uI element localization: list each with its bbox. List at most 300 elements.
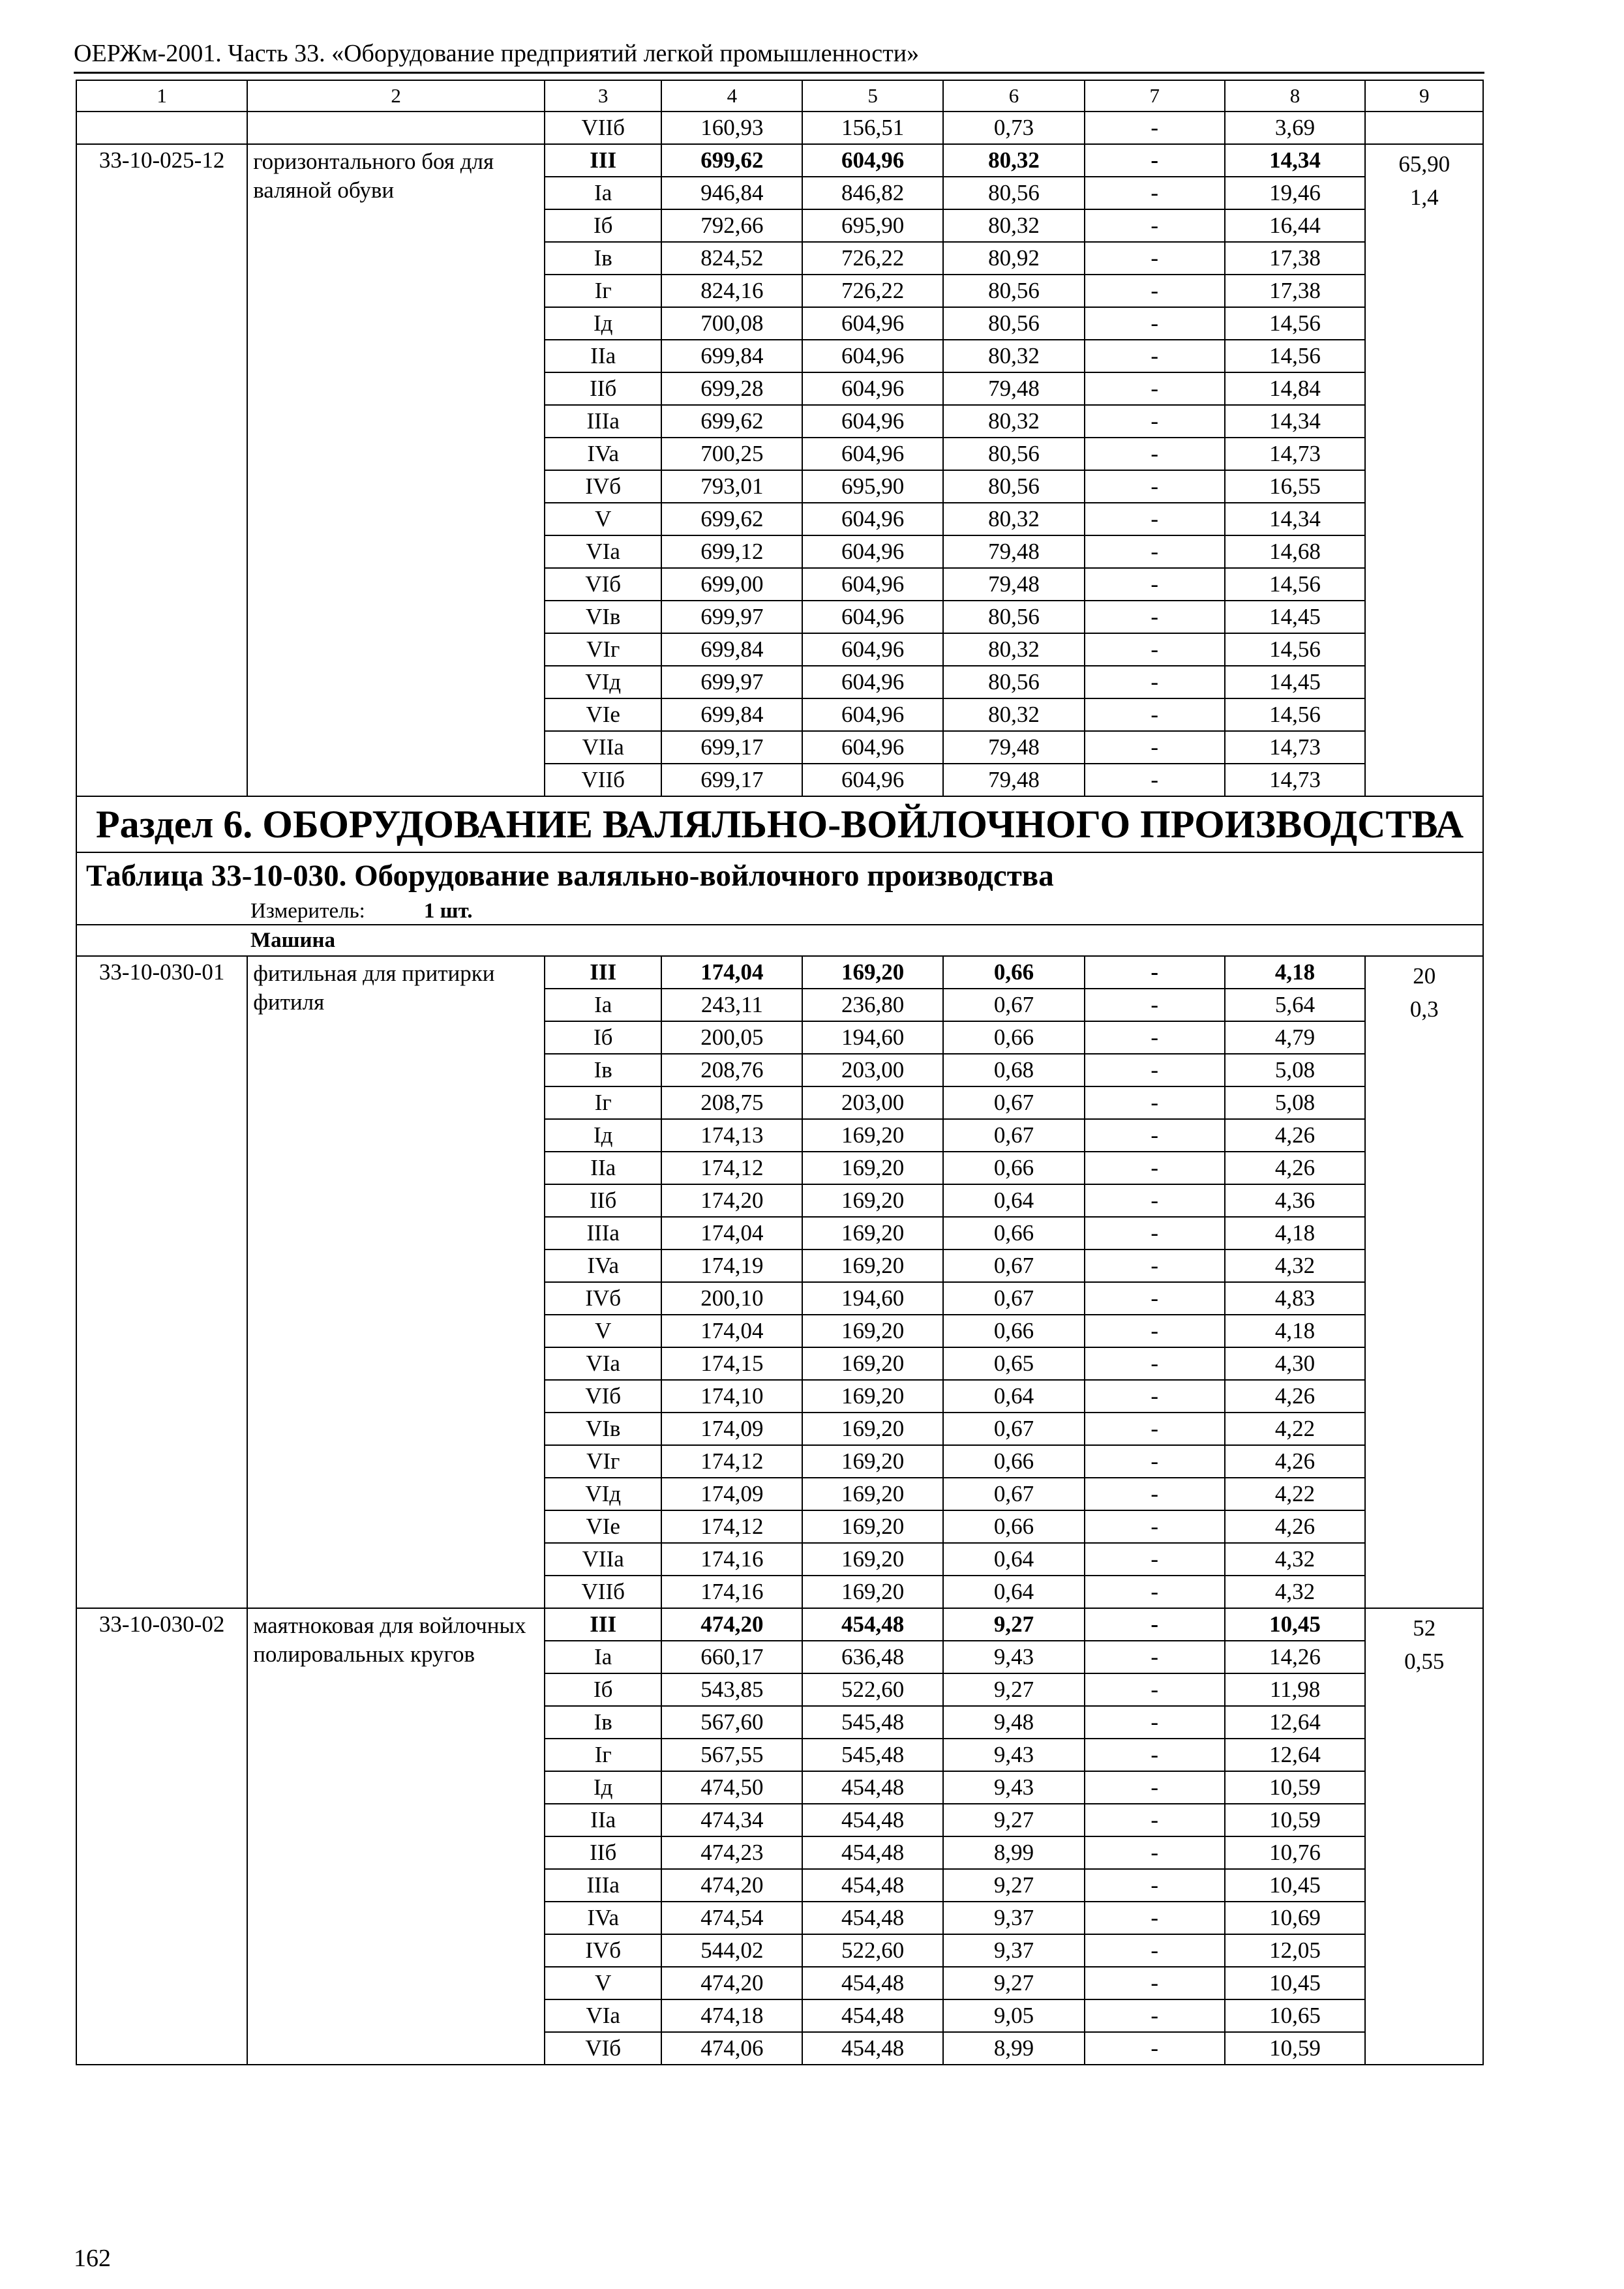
item-name: фитильная для притирки фитиля	[247, 956, 545, 1608]
rate-zone: Ia	[545, 989, 661, 1021]
rate-materials: 12,64	[1225, 1706, 1366, 1739]
carryover-materials: 3,69	[1225, 112, 1366, 144]
rate-total: 946,84	[661, 177, 802, 209]
rate-row	[76, 144, 1483, 177]
col-number-8: 8	[1225, 80, 1366, 112]
item-extra	[1365, 956, 1483, 1608]
rate-materials: 4,18	[1225, 956, 1366, 989]
rate-total: 699,62	[661, 503, 802, 535]
rate-zone: VIIa	[545, 731, 661, 764]
rate-wages: -	[1085, 666, 1225, 698]
rate-labor: 169,20	[802, 1413, 943, 1445]
rate-zone: Iг	[545, 275, 661, 307]
group-row	[76, 925, 1483, 956]
rate-materials: 17,38	[1225, 275, 1366, 307]
rate-labor: 454,48	[802, 1771, 943, 1804]
column-number-row	[76, 80, 1483, 112]
rate-zone: Iб	[545, 209, 661, 242]
rate-labor: 169,20	[802, 1510, 943, 1543]
rate-wages: -	[1085, 372, 1225, 405]
rate-labor: 169,20	[802, 1543, 943, 1576]
rate-labor: 454,48	[802, 1902, 943, 1934]
rate-total: 208,75	[661, 1086, 802, 1119]
rate-labor: 636,48	[802, 1641, 943, 1673]
units-label: Измеритель:	[250, 899, 365, 923]
rate-materials: 4,18	[1225, 1217, 1366, 1249]
rate-materials: 4,22	[1225, 1413, 1366, 1445]
rate-total: 174,12	[661, 1510, 802, 1543]
rate-machines: 0,67	[943, 989, 1085, 1021]
rate-total: 474,20	[661, 1967, 802, 1999]
rate-zone: IVa	[545, 438, 661, 470]
rate-materials: 17,38	[1225, 242, 1366, 275]
rate-total: 699,97	[661, 666, 802, 698]
rate-labor: 604,96	[802, 503, 943, 535]
rate-zone: Ia	[545, 177, 661, 209]
rate-wages: -	[1085, 1673, 1225, 1706]
rate-total: 174,16	[661, 1576, 802, 1608]
rate-materials: 16,44	[1225, 209, 1366, 242]
rate-wages: -	[1085, 438, 1225, 470]
rate-wages: -	[1085, 1478, 1225, 1510]
rate-labor: 236,80	[802, 989, 943, 1021]
rate-labor: 169,20	[802, 1445, 943, 1478]
rate-total: 699,84	[661, 633, 802, 666]
rate-labor: 604,96	[802, 731, 943, 764]
col-number-5: 5	[802, 80, 943, 112]
rate-machines: 9,37	[943, 1902, 1085, 1934]
item-extra-value: 20	[1413, 963, 1436, 989]
rate-machines: 79,48	[943, 731, 1085, 764]
rate-total: 699,17	[661, 764, 802, 796]
rate-materials: 14,45	[1225, 601, 1366, 633]
rate-total: 474,23	[661, 1836, 802, 1869]
rate-total: 174,09	[661, 1478, 802, 1510]
rate-materials: 14,56	[1225, 633, 1366, 666]
rate-materials: 14,56	[1225, 568, 1366, 601]
rate-zone: Iд	[545, 1119, 661, 1152]
rate-labor: 522,60	[802, 1934, 943, 1967]
rate-materials: 12,64	[1225, 1739, 1366, 1771]
rate-zone: IVa	[545, 1249, 661, 1282]
rate-zone: VIб	[545, 2032, 661, 2065]
rate-labor: 604,96	[802, 568, 943, 601]
carryover-wages: -	[1085, 112, 1225, 144]
rate-wages: -	[1085, 503, 1225, 535]
rate-materials: 4,26	[1225, 1152, 1366, 1184]
rate-labor: 695,90	[802, 470, 943, 503]
rate-machines: 0,67	[943, 1282, 1085, 1315]
rate-materials: 4,32	[1225, 1249, 1366, 1282]
item-extra-value: 1,4	[1409, 185, 1439, 210]
rate-wages: -	[1085, 2032, 1225, 2065]
rate-zone: III	[545, 144, 661, 177]
rate-labor: 726,22	[802, 275, 943, 307]
rate-materials: 5,08	[1225, 1086, 1366, 1119]
carryover-extra	[1365, 112, 1483, 144]
rate-wages: -	[1085, 1771, 1225, 1804]
rate-machines: 80,32	[943, 209, 1085, 242]
rate-machines: 0,66	[943, 1152, 1085, 1184]
rate-row	[76, 1608, 1483, 1641]
rate-materials: 5,08	[1225, 1054, 1366, 1086]
rate-materials: 4,36	[1225, 1184, 1366, 1217]
rate-machines: 80,56	[943, 438, 1085, 470]
rate-zone: VIIб	[545, 1576, 661, 1608]
carryover-total: 160,93	[661, 112, 802, 144]
rate-total: 544,02	[661, 1934, 802, 1967]
rate-zone: VIв	[545, 601, 661, 633]
rate-total: 174,04	[661, 1315, 802, 1347]
rate-labor: 604,96	[802, 698, 943, 731]
rate-wages: -	[1085, 242, 1225, 275]
rate-labor: 454,48	[802, 1869, 943, 1902]
rate-zone: VIг	[545, 1445, 661, 1478]
rate-materials: 14,56	[1225, 307, 1366, 340]
rate-materials: 14,73	[1225, 438, 1366, 470]
rate-zone: VIд	[545, 666, 661, 698]
header-rule	[74, 72, 1484, 74]
rate-labor: 604,96	[802, 438, 943, 470]
rate-total: 699,62	[661, 144, 802, 177]
rate-wages: -	[1085, 1804, 1225, 1836]
rate-total: 174,19	[661, 1249, 802, 1282]
rate-total: 243,11	[661, 989, 802, 1021]
rate-machines: 79,48	[943, 764, 1085, 796]
item-extra-value: 52	[1413, 1615, 1436, 1641]
units-cell	[76, 898, 1483, 925]
rate-machines: 80,56	[943, 666, 1085, 698]
rate-machines: 0,67	[943, 1413, 1085, 1445]
rate-total: 174,15	[661, 1347, 802, 1380]
rate-zone: V	[545, 1967, 661, 1999]
rate-labor: 522,60	[802, 1673, 943, 1706]
carryover-machines: 0,73	[943, 112, 1085, 144]
rate-machines: 0,67	[943, 1478, 1085, 1510]
item-33-10-025-12	[76, 144, 1483, 796]
col-number-6: 6	[943, 80, 1085, 112]
rate-total: 824,16	[661, 275, 802, 307]
running-title: ОЕРЖм-2001. Часть 33. «Оборудование предприятий легкой промышленности»	[74, 40, 920, 67]
rate-total: 660,17	[661, 1641, 802, 1673]
rate-wages: -	[1085, 209, 1225, 242]
rate-machines: 0,64	[943, 1380, 1085, 1413]
rate-zone: VIIб	[545, 764, 661, 796]
rate-materials: 4,32	[1225, 1543, 1366, 1576]
section-block	[76, 796, 1483, 956]
rate-materials: 4,26	[1225, 1445, 1366, 1478]
rate-labor: 545,48	[802, 1739, 943, 1771]
rate-materials: 10,59	[1225, 1771, 1366, 1804]
rate-machines: 80,32	[943, 340, 1085, 372]
rate-zone: VIб	[545, 568, 661, 601]
rate-zone: V	[545, 503, 661, 535]
rate-zone: IIIa	[545, 405, 661, 438]
rate-zone: Iб	[545, 1021, 661, 1054]
rate-machines: 79,48	[943, 372, 1085, 405]
rate-labor: 604,96	[802, 405, 943, 438]
rate-zone: VIe	[545, 1510, 661, 1543]
rate-machines: 9,27	[943, 1608, 1085, 1641]
rate-wages: -	[1085, 1315, 1225, 1347]
item-extra-value: 0,3	[1409, 996, 1439, 1022]
rate-wages: -	[1085, 340, 1225, 372]
rates-table	[76, 80, 1484, 2065]
rate-zone: VIд	[545, 1478, 661, 1510]
rate-zone: Iг	[545, 1739, 661, 1771]
rate-machines: 80,32	[943, 144, 1085, 177]
rate-materials: 14,84	[1225, 372, 1366, 405]
rate-materials: 14,68	[1225, 535, 1366, 568]
rate-machines: 9,27	[943, 1869, 1085, 1902]
rate-total: 474,50	[661, 1771, 802, 1804]
rate-total: 200,10	[661, 1282, 802, 1315]
rate-wages: -	[1085, 1999, 1225, 2032]
rate-machines: 0,68	[943, 1054, 1085, 1086]
rate-materials: 14,73	[1225, 731, 1366, 764]
rate-zone: VIг	[545, 633, 661, 666]
rate-machines: 79,48	[943, 535, 1085, 568]
rate-labor: 169,20	[802, 1249, 943, 1282]
rate-materials: 14,56	[1225, 698, 1366, 731]
rate-materials: 19,46	[1225, 177, 1366, 209]
rate-machines: 80,32	[943, 503, 1085, 535]
rate-machines: 80,32	[943, 698, 1085, 731]
rate-zone: V	[545, 1315, 661, 1347]
rate-wages: -	[1085, 1641, 1225, 1673]
rate-wages: -	[1085, 1445, 1225, 1478]
rate-total: 543,85	[661, 1673, 802, 1706]
table-title: Таблица 33-10-030. Оборудование валяльно-войлочного производства	[76, 852, 1483, 898]
rate-labor: 203,00	[802, 1086, 943, 1119]
rate-zone: Iд	[545, 307, 661, 340]
rate-zone: IIб	[545, 372, 661, 405]
rate-machines: 0,66	[943, 1315, 1085, 1347]
rate-wages: -	[1085, 1836, 1225, 1869]
rate-total: 474,34	[661, 1804, 802, 1836]
rate-materials: 4,32	[1225, 1576, 1366, 1608]
rate-labor: 604,96	[802, 144, 943, 177]
rate-wages: -	[1085, 1739, 1225, 1771]
rate-machines: 80,92	[943, 242, 1085, 275]
rate-labor: 604,96	[802, 601, 943, 633]
rate-materials: 4,30	[1225, 1347, 1366, 1380]
rate-total: 567,60	[661, 1706, 802, 1739]
rate-wages: -	[1085, 568, 1225, 601]
rate-labor: 604,96	[802, 764, 943, 796]
rate-machines: 80,32	[943, 633, 1085, 666]
rate-zone: Iв	[545, 1706, 661, 1739]
rate-zone: IVб	[545, 1282, 661, 1315]
rate-wages: -	[1085, 405, 1225, 438]
rate-materials: 10,59	[1225, 2032, 1366, 2065]
rate-materials: 4,79	[1225, 1021, 1366, 1054]
rate-labor: 169,20	[802, 1119, 943, 1152]
rate-wages: -	[1085, 1282, 1225, 1315]
rate-machines: 9,43	[943, 1641, 1085, 1673]
rate-total: 474,06	[661, 2032, 802, 2065]
rate-machines: 0,66	[943, 1510, 1085, 1543]
rate-machines: 0,67	[943, 1249, 1085, 1282]
rate-total: 824,52	[661, 242, 802, 275]
item-code: 33-10-030-02	[76, 1608, 247, 2065]
rate-machines: 0,66	[943, 1021, 1085, 1054]
rate-total: 792,66	[661, 209, 802, 242]
rate-zone: VIб	[545, 1380, 661, 1413]
rate-total: 699,28	[661, 372, 802, 405]
rate-total: 474,18	[661, 1999, 802, 2032]
rate-labor: 545,48	[802, 1706, 943, 1739]
rate-zone: III	[545, 1608, 661, 1641]
rate-materials: 14,45	[1225, 666, 1366, 698]
rate-zone: IIa	[545, 340, 661, 372]
rates-table-body	[76, 80, 1483, 144]
rate-materials: 14,34	[1225, 503, 1366, 535]
item-extra	[1365, 1608, 1483, 2065]
rate-materials: 4,18	[1225, 1315, 1366, 1347]
rate-machines: 0,67	[943, 1086, 1085, 1119]
rate-machines: 80,56	[943, 601, 1085, 633]
rate-total: 174,04	[661, 956, 802, 989]
rate-labor: 726,22	[802, 242, 943, 275]
rate-total: 699,12	[661, 535, 802, 568]
rate-zone: Iд	[545, 1771, 661, 1804]
rate-zone: IVб	[545, 470, 661, 503]
rate-materials: 10,45	[1225, 1967, 1366, 1999]
rate-total: 699,97	[661, 601, 802, 633]
rate-zone: Iв	[545, 1054, 661, 1086]
section-row	[76, 796, 1483, 852]
section-title: Раздел 6. ОБОРУДОВАНИЕ ВАЛЯЛЬНО-ВОЙЛОЧНОГО ПРОИЗВОДСТВА	[76, 796, 1483, 852]
rate-zone: VIe	[545, 698, 661, 731]
rate-machines: 80,56	[943, 177, 1085, 209]
rate-labor: 604,96	[802, 633, 943, 666]
rate-total: 567,55	[661, 1739, 802, 1771]
item-code: 33-10-030-01	[76, 956, 247, 1608]
rate-machines: 80,56	[943, 470, 1085, 503]
rate-materials: 14,34	[1225, 405, 1366, 438]
rate-total: 699,00	[661, 568, 802, 601]
rate-labor: 454,48	[802, 1836, 943, 1869]
rate-zone: VIa	[545, 1347, 661, 1380]
rate-wages: -	[1085, 989, 1225, 1021]
rate-wages: -	[1085, 1249, 1225, 1282]
carryover-name-cell	[247, 112, 545, 144]
col-number-2: 2	[247, 80, 545, 112]
rate-total: 174,20	[661, 1184, 802, 1217]
rate-zone: IVб	[545, 1934, 661, 1967]
rate-zone: IVa	[545, 1902, 661, 1934]
rate-wages: -	[1085, 1510, 1225, 1543]
carryover-labor: 156,51	[802, 112, 943, 144]
rate-wages: -	[1085, 1119, 1225, 1152]
rate-zone: VIa	[545, 1999, 661, 2032]
rate-wages: -	[1085, 1413, 1225, 1445]
rate-machines: 9,43	[943, 1771, 1085, 1804]
rate-labor: 695,90	[802, 209, 943, 242]
rate-total: 200,05	[661, 1021, 802, 1054]
item-name: горизонтального боя для валяной обуви	[247, 144, 545, 796]
rate-zone: VIв	[545, 1413, 661, 1445]
rate-machines: 0,66	[943, 1217, 1085, 1249]
rate-total: 174,09	[661, 1413, 802, 1445]
rate-wages: -	[1085, 535, 1225, 568]
rate-materials: 10,45	[1225, 1608, 1366, 1641]
rate-total: 174,10	[661, 1380, 802, 1413]
rate-total: 700,25	[661, 438, 802, 470]
rate-labor: 169,20	[802, 1347, 943, 1380]
rate-machines: 80,56	[943, 307, 1085, 340]
rate-machines: 9,43	[943, 1739, 1085, 1771]
rate-materials: 5,64	[1225, 989, 1366, 1021]
rate-materials: 14,34	[1225, 144, 1366, 177]
rate-zone: Iб	[545, 1673, 661, 1706]
rate-wages: -	[1085, 1347, 1225, 1380]
rate-labor: 846,82	[802, 177, 943, 209]
rate-labor: 169,20	[802, 956, 943, 989]
rate-materials: 10,65	[1225, 1999, 1366, 2032]
rate-zone: IIa	[545, 1804, 661, 1836]
rate-machines: 0,65	[943, 1347, 1085, 1380]
rate-labor: 454,48	[802, 1608, 943, 1641]
rate-wages: -	[1085, 1706, 1225, 1739]
item-extra	[1365, 144, 1483, 796]
rate-labor: 169,20	[802, 1315, 943, 1347]
rate-labor: 454,48	[802, 1999, 943, 2032]
rate-materials: 14,56	[1225, 340, 1366, 372]
rate-zone: VIa	[545, 535, 661, 568]
rate-materials: 14,73	[1225, 764, 1366, 796]
rate-materials: 16,55	[1225, 470, 1366, 503]
rate-machines: 0,66	[943, 1445, 1085, 1478]
col-number-7: 7	[1085, 80, 1225, 112]
rate-wages: -	[1085, 1380, 1225, 1413]
rate-labor: 604,96	[802, 307, 943, 340]
rate-zone: Iг	[545, 1086, 661, 1119]
rate-wages: -	[1085, 1902, 1225, 1934]
rate-machines: 0,64	[943, 1184, 1085, 1217]
rate-total: 793,01	[661, 470, 802, 503]
carryover-row	[76, 112, 1483, 144]
rate-machines: 0,64	[943, 1576, 1085, 1608]
item-33-10-030-01	[76, 956, 1483, 1608]
item-33-10-030-02	[76, 1608, 1483, 2065]
rate-machines: 80,56	[943, 275, 1085, 307]
rate-total: 474,54	[661, 1902, 802, 1934]
rate-wages: -	[1085, 144, 1225, 177]
carryover-code-cell	[76, 112, 247, 144]
rate-total: 208,76	[661, 1054, 802, 1086]
rate-zone: VIIa	[545, 1543, 661, 1576]
rate-total: 474,20	[661, 1608, 802, 1641]
rate-materials: 12,05	[1225, 1934, 1366, 1967]
rate-total: 699,62	[661, 405, 802, 438]
carryover-zone: VIIб	[545, 112, 661, 144]
rate-wages: -	[1085, 1217, 1225, 1249]
rate-wages: -	[1085, 633, 1225, 666]
rate-wages: -	[1085, 307, 1225, 340]
rate-wages: -	[1085, 601, 1225, 633]
rate-labor: 169,20	[802, 1380, 943, 1413]
rate-wages: -	[1085, 1967, 1225, 1999]
item-extra-value: 65,90	[1398, 151, 1451, 177]
rate-labor: 194,60	[802, 1282, 943, 1315]
rate-wages: -	[1085, 177, 1225, 209]
rate-zone: IIa	[545, 1152, 661, 1184]
rate-materials: 10,76	[1225, 1836, 1366, 1869]
rate-zone: III	[545, 956, 661, 989]
rate-machines: 9,05	[943, 1999, 1085, 2032]
